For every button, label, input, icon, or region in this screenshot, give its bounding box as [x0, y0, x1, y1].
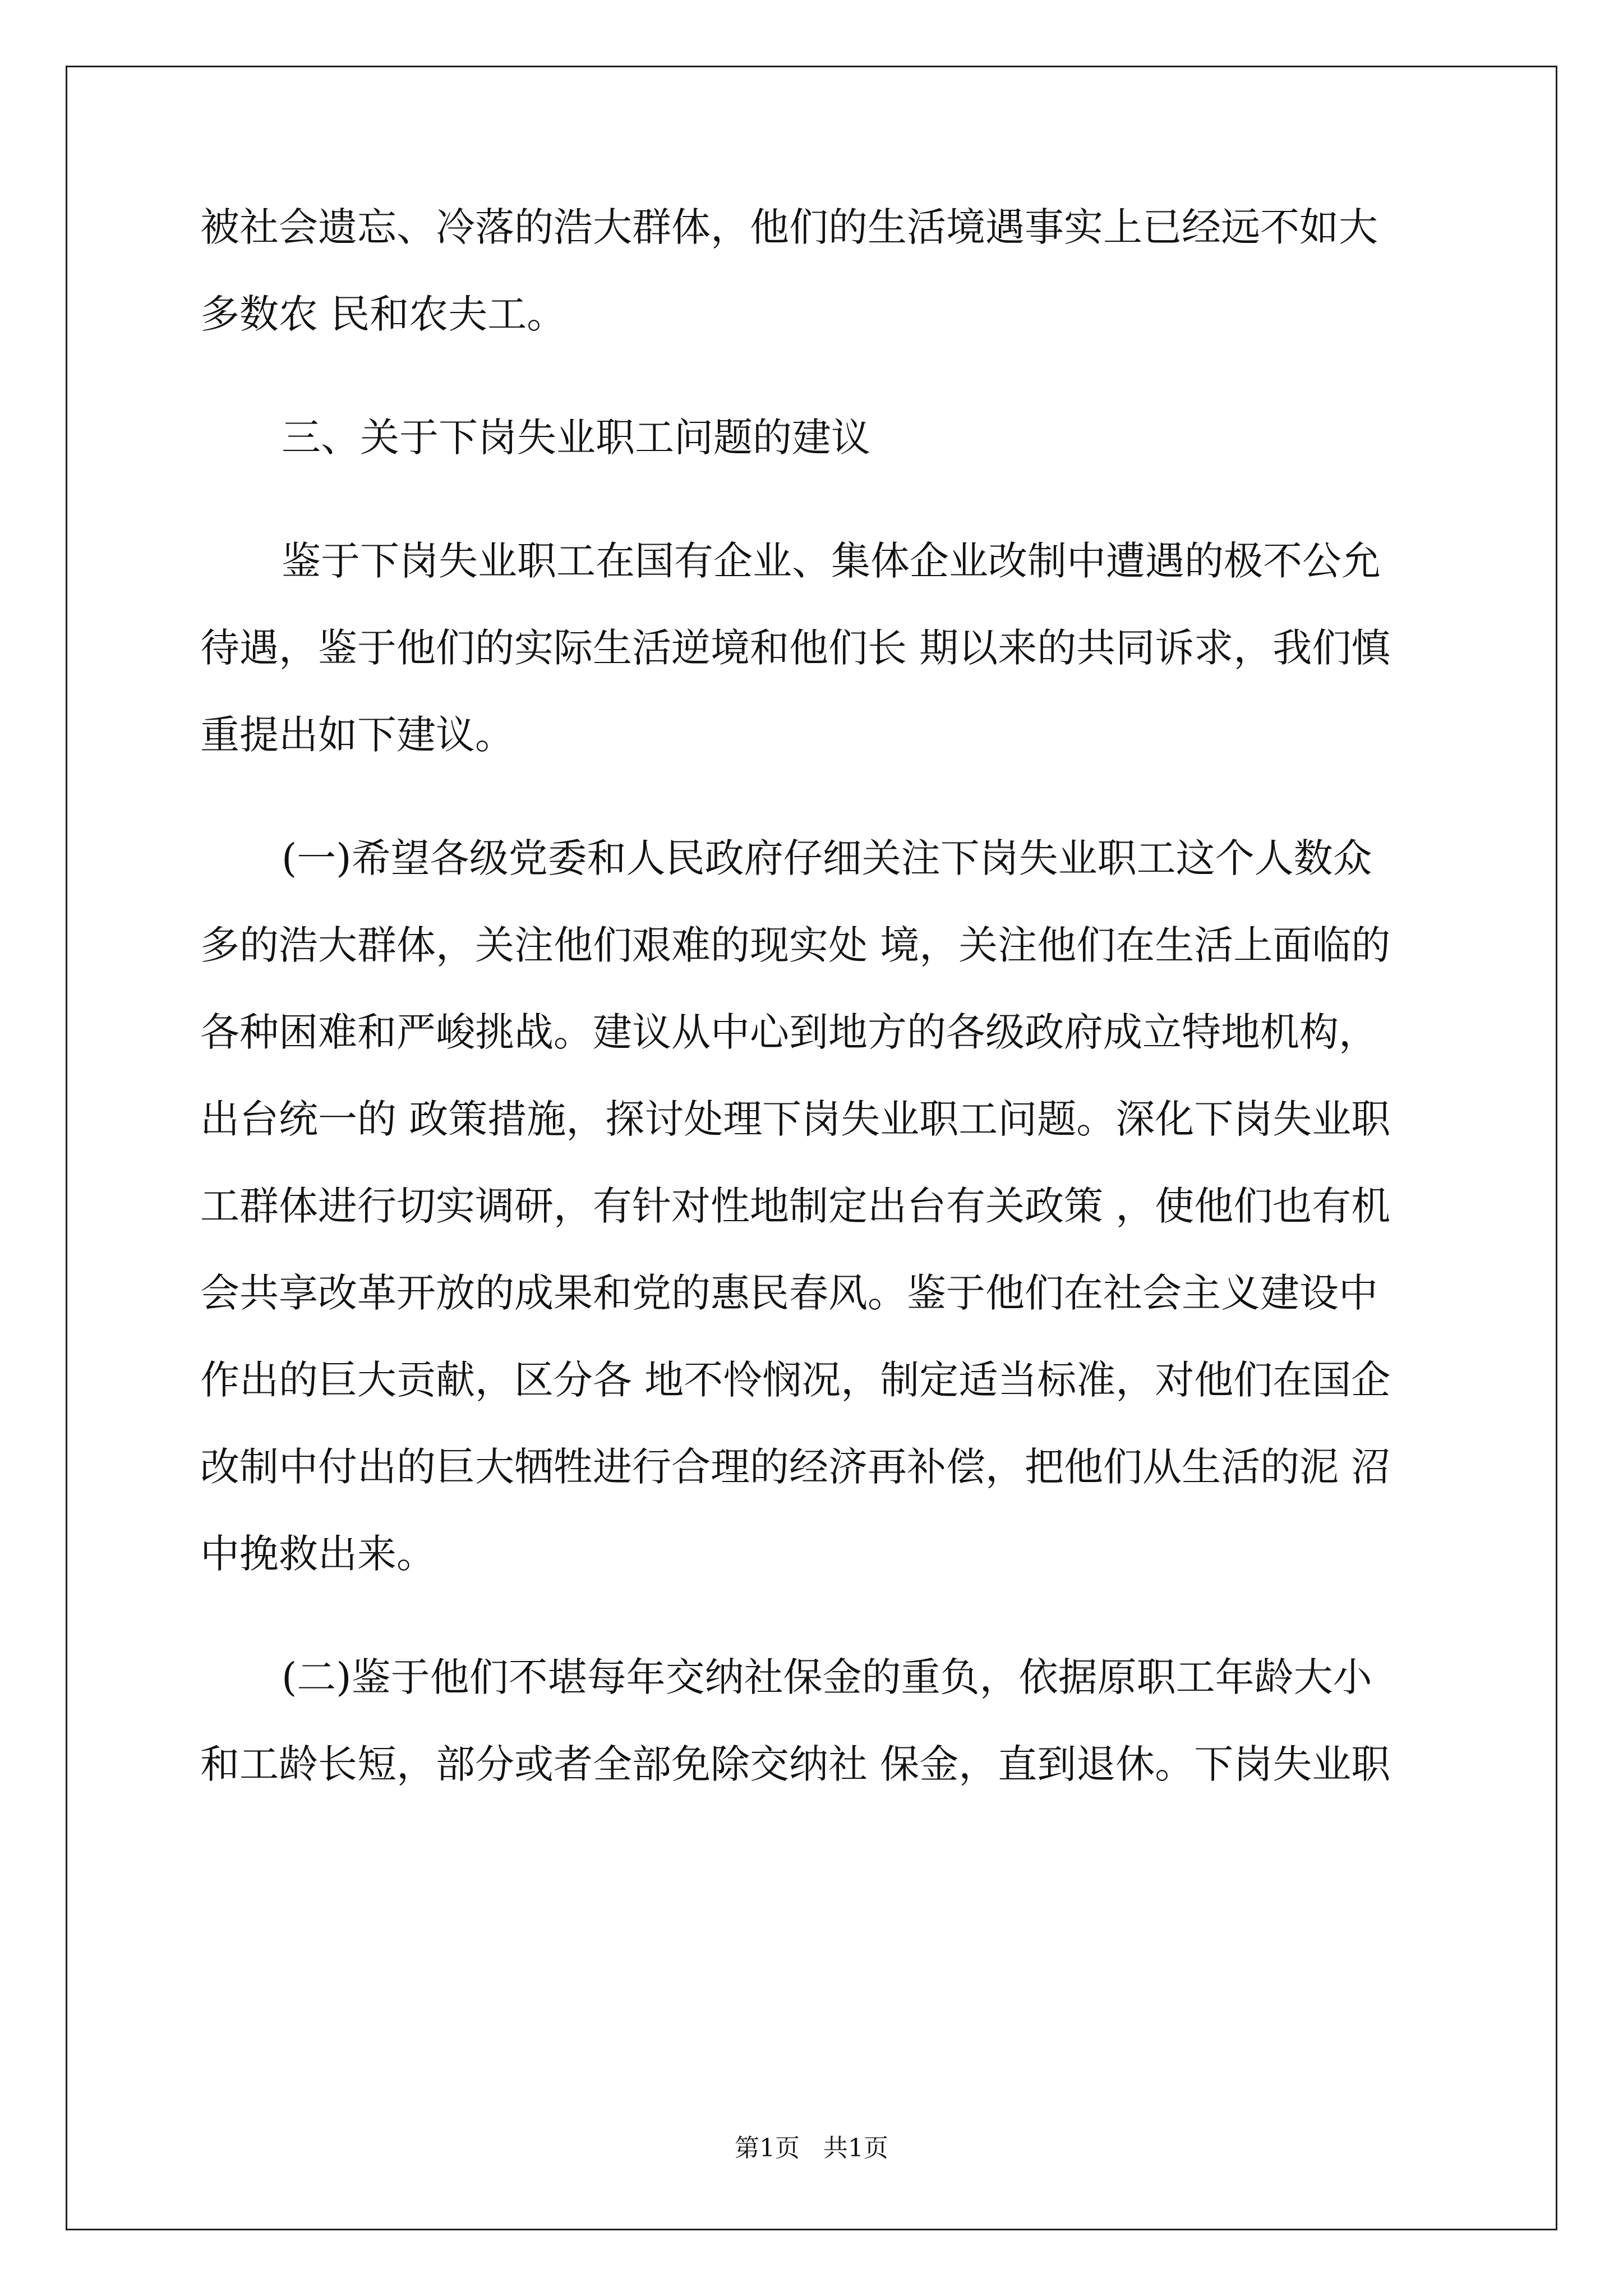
text-line: 各种困难和严峻挑战。建议从中心到地方的各级政府成立特地机构，: [200, 1009, 1378, 1055]
text-line: 和工龄长短，部分或者全部免除交纳社 保金，直到退休。下岗失业职: [200, 1741, 1391, 1787]
paragraph-first-line: 鉴于下岗失业职工在国有企业、集体企业改制中遭遇的极不公允: [282, 538, 1381, 584]
text-line: 工群体进行切实调研，有针对性地制定出台有关政策 ，使他们也有机: [200, 1183, 1391, 1229]
text-line: 重提出如下建议。: [200, 712, 514, 758]
paragraph-first-line: (一)希望各级党委和人民政府仔细关注下岗失业职工这个人数众: [282, 835, 1372, 881]
text-line: 中挽救出来。: [200, 1531, 436, 1577]
text-line: 多的浩大群体，关注他们艰难的现实处 境，关注他们在生活上面临的: [200, 922, 1391, 968]
page-number-footer: 第1页 共1页: [735, 2134, 888, 2162]
text-line: 多数农 民和农夫工。: [200, 291, 566, 337]
text-line: 出台统一的 政策措施，探讨处理下岗失业职工问题。深化下岗失业职: [200, 1096, 1391, 1142]
text-line: 改制中付出的巨大牺牲进行合理的经济再补偿，把他们从生活的泥 沼: [200, 1444, 1391, 1490]
text-line: 会共享改革开放的成果和党的惠民春风。鉴于他们在社会主义建设中: [200, 1270, 1378, 1316]
paragraph-first-line: (二)鉴于他们不堪每年交纳社保金的重负，依据原职工年龄大小: [282, 1654, 1372, 1700]
text-line: 被社会遗忘、冷落的浩大群体，他们的生活境遇事实上已经远不如大: [200, 204, 1378, 250]
page-border: [66, 66, 1557, 2230]
text-line: 待遇，鉴于他们的实际生活逆境和他们长 期以来的共同诉求，我们慎: [200, 625, 1391, 671]
section-heading: 三、关于下岗失业职工问题的建议: [282, 415, 870, 461]
text-line: 作出的巨大贡献，区分各 地不怜悯况，制定适当标准，对他们在国企: [200, 1357, 1391, 1403]
